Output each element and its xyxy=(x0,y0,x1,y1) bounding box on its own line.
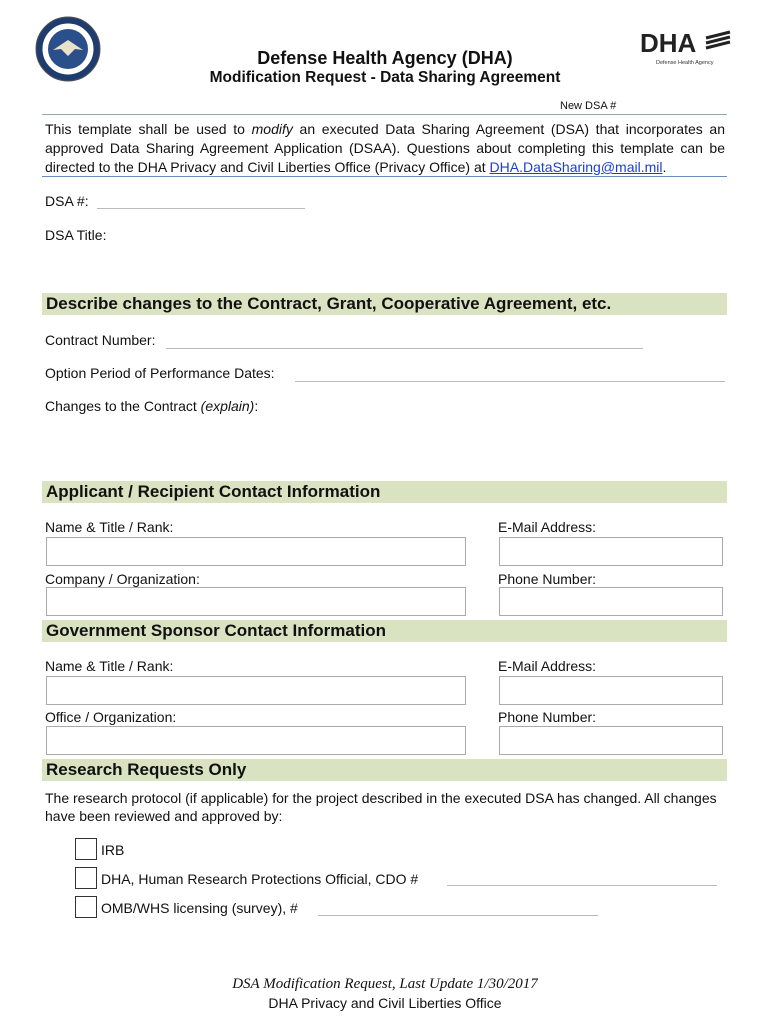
sponsor-office-input[interactable] xyxy=(46,726,466,755)
applicant-name-label: Name & Title / Rank: xyxy=(45,519,174,535)
sponsor-email-label: E-Mail Address: xyxy=(498,658,597,674)
applicant-email-input[interactable] xyxy=(499,537,723,566)
hrpo-cdo-field[interactable] xyxy=(447,885,717,886)
sponsor-name-label: Name & Title / Rank: xyxy=(45,658,174,674)
privacy-email-link[interactable]: DHA.DataSharing@mail.mil xyxy=(489,159,663,175)
contract-number-label: Contract Number: xyxy=(45,332,156,348)
applicant-email-label: E-Mail Address: xyxy=(498,519,597,535)
applicant-company-input[interactable] xyxy=(46,587,466,616)
dsa-title-label: DSA Title: xyxy=(45,227,107,243)
dsa-number-field[interactable] xyxy=(97,208,305,209)
top-divider xyxy=(42,114,727,115)
applicant-section-heading: Applicant / Recipient Contact Information xyxy=(42,481,727,503)
dha-logo-subtext: Defense Health Agency xyxy=(656,60,714,66)
contract-changes-colon: : xyxy=(254,398,259,414)
omb-checkbox[interactable] xyxy=(75,896,97,918)
page-title: Defense Health Agency (DHA) xyxy=(257,48,513,68)
applicant-phone-input[interactable] xyxy=(499,587,723,616)
footer-update-line: DSA Modification Request, Last Update 1/30/2017 xyxy=(232,976,538,992)
sponsor-section-heading: Government Sponsor Contact Information xyxy=(42,620,727,642)
sponsor-office-label: Office / Organization: xyxy=(45,709,177,725)
intro-divider xyxy=(42,176,727,177)
intro-text xyxy=(45,120,725,177)
hrpo-label: DHA, Human Research Protections Official, CDO # xyxy=(101,871,419,887)
sponsor-phone-input[interactable] xyxy=(499,726,723,755)
research-text: The research protocol (if applicable) for the project described in the executed DSA has changed. All changes have been reviewed and approved by: xyxy=(45,790,717,824)
option-period-label: Option Period of Performance Dates: xyxy=(45,365,275,381)
applicant-phone-label: Phone Number: xyxy=(498,571,597,587)
intro-part2: an executed Data Sharing Agreement (DSA) that incorporates an approved Data Sharing Agreement Application (DSAA). Questions about completing this template can be directed to the DHA Privacy and Civil Liberties Office (Privacy Office) at xyxy=(45,121,726,175)
irb-checkbox[interactable] xyxy=(75,838,97,860)
intro-part3: . xyxy=(662,159,667,175)
irb-label: IRB xyxy=(101,842,125,858)
option-period-field[interactable] xyxy=(295,381,725,382)
applicant-name-input[interactable] xyxy=(46,537,466,566)
page-subtitle: Modification Request - Data Sharing Agreement xyxy=(209,69,561,86)
contract-section-heading: Describe changes to the Contract, Grant, Cooperative Agreement, etc. xyxy=(42,293,727,315)
dha-logo-text: DHA xyxy=(640,28,697,58)
new-dsa-label: New DSA # xyxy=(560,100,617,112)
applicant-company-label: Company / Organization: xyxy=(45,571,200,587)
intro-part1: This template shall be used to xyxy=(45,121,252,137)
sponsor-email-input[interactable] xyxy=(499,676,723,705)
contract-number-field[interactable] xyxy=(166,348,643,349)
omb-label: OMB/WHS licensing (survey), # xyxy=(101,900,298,916)
hrpo-checkbox[interactable] xyxy=(75,867,97,889)
omb-number-field[interactable] xyxy=(318,915,598,916)
research-section-heading: Research Requests Only xyxy=(42,759,727,781)
sponsor-phone-label: Phone Number: xyxy=(498,709,597,725)
contract-changes-text: Changes to the Contract xyxy=(45,398,201,414)
footer-office-line: DHA Privacy and Civil Liberties Office xyxy=(268,995,502,1011)
intro-emphasis: modify xyxy=(251,121,293,137)
contract-changes-label xyxy=(45,398,258,414)
dsa-number-label: DSA #: xyxy=(45,193,89,209)
contract-changes-em: (explain) xyxy=(200,398,255,414)
sponsor-name-input[interactable] xyxy=(46,676,466,705)
